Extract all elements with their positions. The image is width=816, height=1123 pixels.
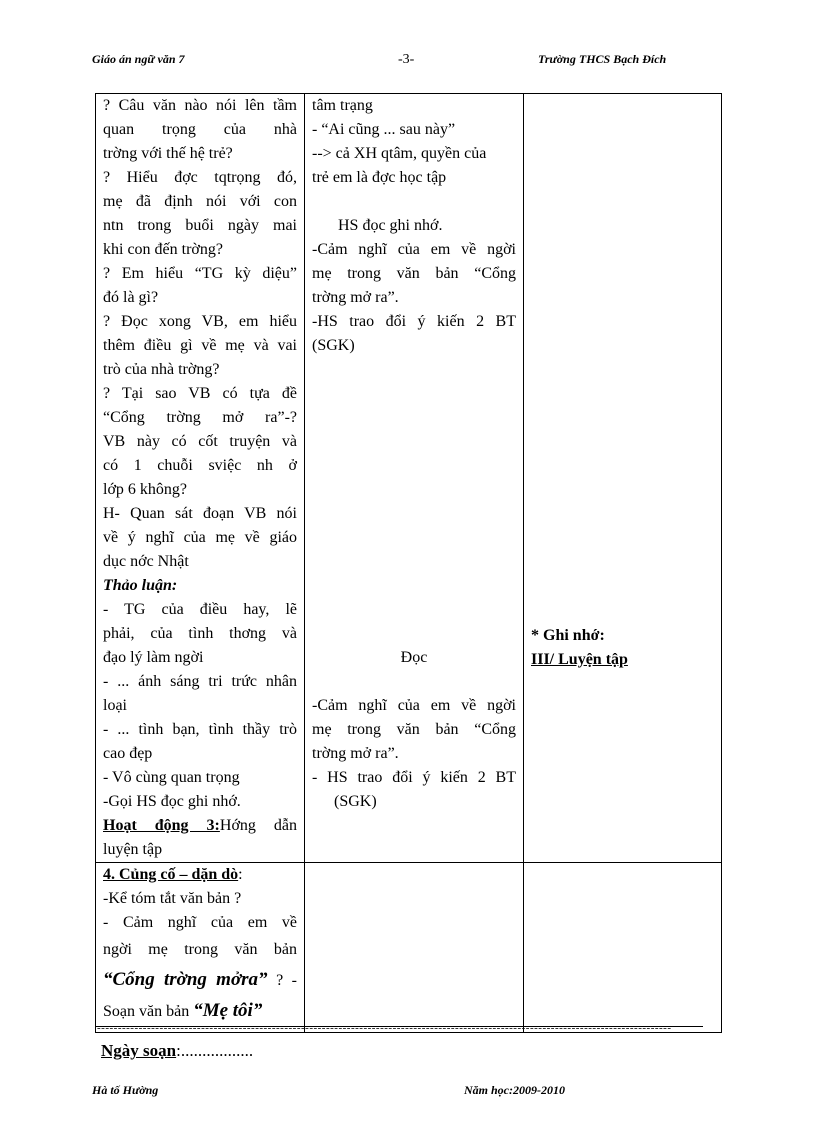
teacher-activity-cell xyxy=(96,94,305,863)
text-line: lớp 6 không? xyxy=(103,481,188,498)
text-line: VB này có cốt truyện và xyxy=(103,433,297,450)
text-line: -Gọi HS đọc ghi nhớ. xyxy=(103,793,241,810)
text-line: mẹ trong văn bản “Cổng xyxy=(312,721,516,738)
student-activity-cell xyxy=(305,94,524,863)
spacer xyxy=(312,502,516,526)
ngay-soan: Ngày soạn:................. xyxy=(101,1041,254,1060)
text-line: - Cảm nghĩ của em về xyxy=(103,914,297,931)
content-cell xyxy=(524,94,722,863)
page-number: -3- xyxy=(398,52,415,67)
text-line: - “Ai cũng ... sau này” xyxy=(312,121,456,138)
text-line: quan trọng của nhà xyxy=(103,121,297,138)
text-line: ntn trong buổi ngày mai xyxy=(103,217,297,234)
review-cell: 4. Củng cố – dặn dò: -Kể tóm tắt văn bản ? - Cảm nghĩ của em về ngời mẹ trong văn bản “Cổng trờng mởra” ? - Soạn văn bản “Mẹ tôi” xyxy=(96,863,305,1033)
text-line: ? Em hiểu “TG kỳ diệu” xyxy=(103,265,297,282)
spacer xyxy=(312,670,516,694)
spacer xyxy=(312,358,516,382)
text-line: - ... tình bạn, tình thầy trò xyxy=(103,721,297,738)
text-line: trờng mở ra”. xyxy=(312,745,399,762)
text-line: khi con đến trờng? xyxy=(103,241,223,258)
separator-dashes: ------------------------------------------------------------------------------------------------------------------------------------------ xyxy=(97,1022,672,1034)
text-line: “Cổng trờng mở ra”-? xyxy=(103,409,297,426)
text-line: - TG của điều hay, lẽ xyxy=(103,601,297,618)
hs-doc-ghi-nho: HS đọc ghi nhớ. xyxy=(338,217,443,234)
text-line: về ý nghĩ của mẹ về giáo xyxy=(103,529,297,546)
text-line: --> cả XH qtâm, quyền của xyxy=(312,145,487,162)
text-line: - HS trao đổi ý kiến 2 BT xyxy=(312,769,516,786)
spacer xyxy=(312,526,516,550)
text-line: H- Quan sát đoạn VB nói xyxy=(103,505,297,522)
text-line: -Cảm nghĩ của em về ngời xyxy=(312,241,516,258)
text-line: có 1 chuỗi sviệc nh ở xyxy=(103,457,297,474)
text-line: trờng mở ra”. xyxy=(312,289,399,306)
separator-line xyxy=(95,1026,703,1027)
text-line: đó là gì? xyxy=(103,289,159,306)
text-line: trò của nhà trờng? xyxy=(103,361,220,378)
review-title: 4. Củng cố – dặn dò xyxy=(103,866,239,883)
text-line: -HS trao đổi ý kiến 2 BT xyxy=(312,313,516,330)
spacer xyxy=(312,574,516,598)
text-line: mẹ đã định nói với con xyxy=(103,193,297,210)
text-line: -Cảm nghĩ của em về ngời xyxy=(312,697,516,714)
spacer xyxy=(312,622,516,646)
spacer xyxy=(312,406,516,430)
text-line: mẹ trong văn bản “Cổng xyxy=(312,265,516,282)
footer-year: Năm học:2009-2010 xyxy=(464,1083,565,1097)
table-row xyxy=(96,94,722,863)
text-line: thêm điều gì về mẹ và vai xyxy=(103,337,297,354)
text-line: trờng với thế hệ trẻ? xyxy=(103,145,233,162)
text-line: - Vô cùng quan trọng xyxy=(103,769,240,786)
text-line: -Kể tóm tắt văn bản ? xyxy=(103,890,242,907)
text-line: (SGK) xyxy=(334,793,377,810)
luyen-tap-heading: III/ Luyện tập xyxy=(531,651,628,668)
text-line: - ... ánh sáng tri trức nhân xyxy=(103,673,297,690)
text-line: luyện tập xyxy=(103,841,163,858)
text-line: ? Câu văn nào nói lên tầm xyxy=(103,97,297,114)
text-line: ngời mẹ trong văn bản xyxy=(103,941,297,958)
quote-title: “Cổng trờng mởra” xyxy=(103,969,268,990)
text-line: trẻ em là đợc học tập xyxy=(312,169,447,186)
text-line: tâm trạng xyxy=(312,97,373,114)
ghi-nho-heading: * Ghi nhớ: xyxy=(531,627,605,644)
thao-luan-heading: Thảo luận: xyxy=(103,577,178,594)
header-right: Trường THCS Bạch Đích xyxy=(538,52,667,66)
spacer xyxy=(312,454,516,478)
spacer xyxy=(312,550,516,574)
spacer xyxy=(312,430,516,454)
text-line: (SGK) xyxy=(312,337,355,354)
text-line: phải, của tình thơng và xyxy=(103,625,297,642)
soan-title: “Mẹ tôi” xyxy=(193,1000,263,1021)
spacer xyxy=(312,478,516,502)
doc-label: Đọc xyxy=(400,649,428,666)
spacer xyxy=(312,190,516,214)
spacer xyxy=(312,382,516,406)
text-line: ? Hiểu đợc tqtrọng đó, xyxy=(103,169,297,186)
footer-author: Hà tố Hường xyxy=(92,1083,159,1097)
text-line: đạo lý làm ngời xyxy=(103,649,204,666)
hoat-dong-line: Hoạt động 3:Hớng dẫn xyxy=(103,817,297,834)
spacer xyxy=(312,598,516,622)
empty-cell xyxy=(524,863,722,1033)
text-line: dục nớc Nhật xyxy=(103,553,189,570)
lesson-table xyxy=(95,93,722,1033)
table-row xyxy=(96,863,722,1033)
text-line: ? Tại sao VB có tựa đề xyxy=(103,385,297,402)
text-line: cao đẹp xyxy=(103,745,153,762)
text-line: ? Đọc xong VB, em hiểu xyxy=(103,313,297,330)
header-left: Giáo án ngữ văn 7 xyxy=(92,52,185,66)
text-line: loại xyxy=(103,697,127,714)
empty-cell xyxy=(305,863,524,1033)
